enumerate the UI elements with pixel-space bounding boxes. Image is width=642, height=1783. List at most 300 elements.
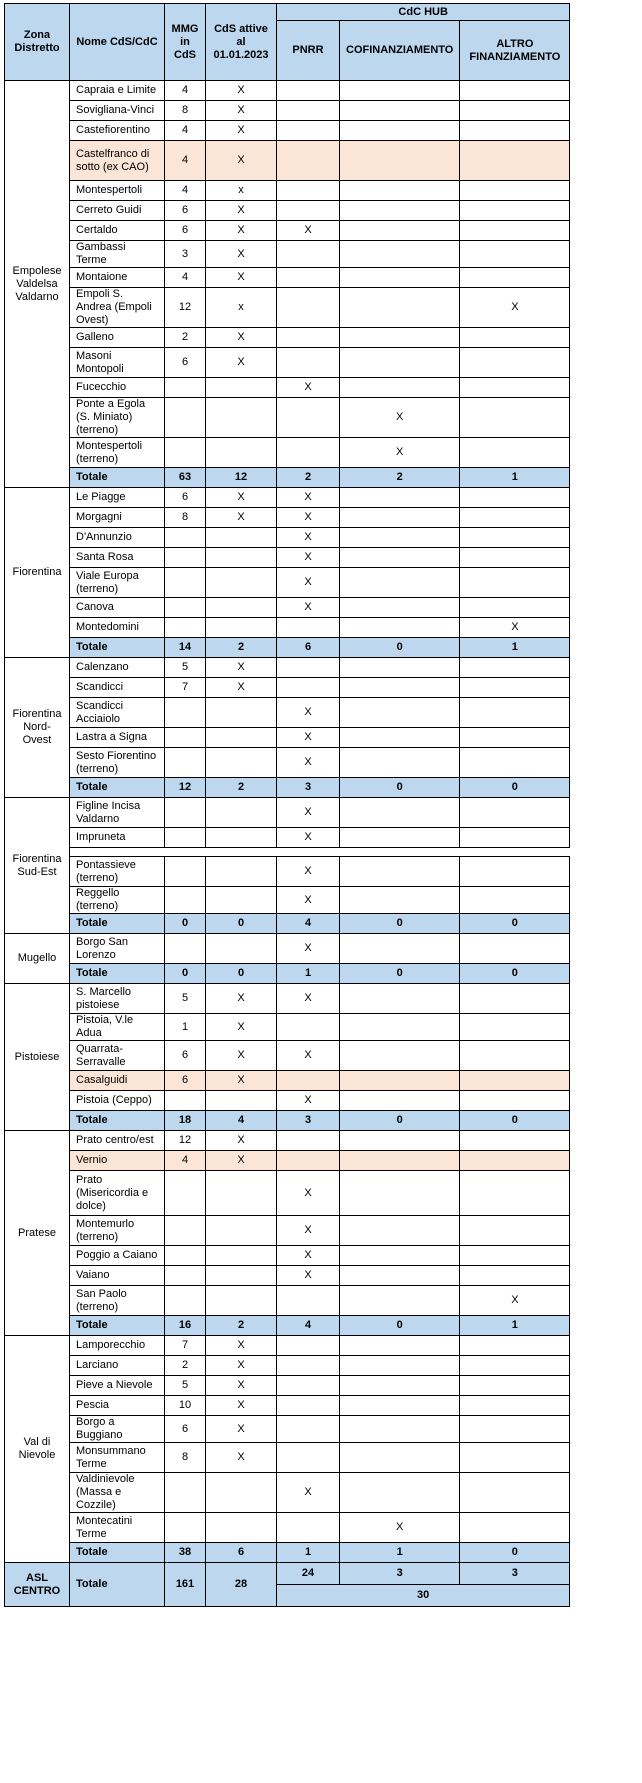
mmg-cell	[165, 934, 206, 964]
name-cell: Sesto Fiorentino (terreno)	[70, 748, 165, 778]
total-mmg: 18	[165, 1111, 206, 1131]
table-row	[5, 1356, 570, 1376]
pnrr-cell	[277, 1376, 340, 1396]
cds-cell: X	[206, 1396, 277, 1416]
name-cell: S. Marcello pistoiese	[70, 984, 165, 1014]
mmg-cell	[165, 698, 206, 728]
pnrr-cell: X	[277, 1473, 340, 1513]
total-mmg: 38	[165, 1543, 206, 1563]
name-cell: Montespertoli	[70, 181, 165, 201]
mmg-cell	[165, 1473, 206, 1513]
total-cofin: 0	[340, 914, 460, 934]
pnrr-cell	[277, 141, 340, 181]
table-row	[5, 221, 570, 241]
pnrr-cell: X	[277, 548, 340, 568]
name-cell: Borgo San Lorenzo	[70, 934, 165, 964]
cds-cell: X	[206, 488, 277, 508]
pnrr-cell	[277, 1336, 340, 1356]
altro-cell	[460, 488, 570, 508]
cofin-cell	[340, 1336, 460, 1356]
total-pnrr: 6	[277, 638, 340, 658]
total-pnrr: 1	[277, 1543, 340, 1563]
name-cell: Morgagni	[70, 508, 165, 528]
name-cell: Scandicci	[70, 678, 165, 698]
name-cell: Pistoia (Ceppo)	[70, 1091, 165, 1111]
cofin-cell	[340, 658, 460, 678]
zone-cell: Val di Nievole	[5, 1336, 70, 1563]
total-altro: 0	[460, 1543, 570, 1563]
name-cell: Le Piagge	[70, 488, 165, 508]
mmg-cell	[165, 828, 206, 848]
pnrr-cell: X	[277, 887, 340, 914]
cds-cell	[206, 798, 277, 828]
pnrr-cell	[277, 618, 340, 638]
cofin-cell	[340, 1286, 460, 1316]
table-row	[5, 488, 570, 508]
zone-cell: Fiorentina Sud-Est	[5, 798, 70, 934]
pnrr-cell: X	[277, 488, 340, 508]
mmg-cell: 6	[165, 488, 206, 508]
pnrr-cell	[277, 81, 340, 101]
mmg-cell: 6	[165, 201, 206, 221]
altro-cell	[460, 1336, 570, 1356]
zone-cell: Pistoiese	[5, 984, 70, 1131]
cofin-cell: X	[340, 1513, 460, 1543]
altro-cell	[460, 528, 570, 548]
total-mmg: 63	[165, 468, 206, 488]
table-row	[5, 857, 570, 887]
altro-cell	[460, 121, 570, 141]
cofin-cell	[340, 488, 460, 508]
pnrr-cell	[277, 1513, 340, 1543]
name-cell: Valdinievole (Massa e Cozzile)	[70, 1473, 165, 1513]
altro-cell	[460, 934, 570, 964]
total-altro: 0	[460, 778, 570, 798]
cofin-cell	[340, 241, 460, 268]
header-pnrr: PNRR	[277, 21, 340, 81]
cds-cell	[206, 598, 277, 618]
pnrr-cell	[277, 348, 340, 378]
total-cds: 4	[206, 1111, 277, 1131]
pnrr-cell: X	[277, 728, 340, 748]
cofin-cell	[340, 1396, 460, 1416]
zone-cell: Empolese Valdelsa Valdarno	[5, 81, 70, 488]
table-body	[5, 81, 570, 1607]
table-row	[5, 1246, 570, 1266]
pnrr-cell: X	[277, 748, 340, 778]
header-cdc-hub: CdC HUB	[277, 4, 570, 21]
altro-cell	[460, 1416, 570, 1443]
name-cell: Larciano	[70, 1356, 165, 1376]
altro-cell	[460, 1091, 570, 1111]
total-row	[5, 914, 570, 934]
mmg-cell: 5	[165, 1376, 206, 1396]
altro-cell	[460, 748, 570, 778]
table-row	[5, 241, 570, 268]
pnrr-cell: X	[277, 508, 340, 528]
table-row	[5, 1443, 570, 1473]
cofin-cell	[340, 618, 460, 638]
table-row	[5, 698, 570, 728]
total-cds: 0	[206, 964, 277, 984]
total-mmg: 12	[165, 778, 206, 798]
zone-cell: Fiorentina Nord-Ovest	[5, 658, 70, 798]
cds-cell	[206, 1286, 277, 1316]
total-mmg: 0	[165, 914, 206, 934]
mmg-cell: 4	[165, 1151, 206, 1171]
name-cell: Montecatini Terme	[70, 1513, 165, 1543]
grand-cofin: 3	[340, 1563, 460, 1585]
cds-cell	[206, 1266, 277, 1286]
mmg-cell	[165, 618, 206, 638]
cofin-cell	[340, 328, 460, 348]
pnrr-cell: X	[277, 1246, 340, 1266]
name-cell: Galleno	[70, 328, 165, 348]
altro-cell	[460, 1246, 570, 1266]
grand-mmg: 161	[165, 1563, 206, 1607]
altro-cell	[460, 1071, 570, 1091]
total-cds: 2	[206, 638, 277, 658]
mmg-cell: 6	[165, 348, 206, 378]
pnrr-cell: X	[277, 221, 340, 241]
name-cell: Sovigliana-Vinci	[70, 101, 165, 121]
mmg-cell	[165, 1216, 206, 1246]
name-cell: Impruneta	[70, 828, 165, 848]
cds-cell	[206, 568, 277, 598]
table-gap	[5, 848, 570, 857]
altro-cell	[460, 1356, 570, 1376]
altro-cell	[460, 101, 570, 121]
pnrr-cell	[277, 328, 340, 348]
pnrr-cell	[277, 181, 340, 201]
name-cell: Fucecchio	[70, 378, 165, 398]
total-altro: 1	[460, 1316, 570, 1336]
cofin-cell	[340, 221, 460, 241]
cofin-cell: X	[340, 398, 460, 438]
table-row	[5, 728, 570, 748]
gap-cell	[460, 848, 570, 857]
pnrr-cell	[277, 1396, 340, 1416]
name-cell: Gambassi Terme	[70, 241, 165, 268]
cds-cell	[206, 857, 277, 887]
name-cell: Montedomini	[70, 618, 165, 638]
cds-cell: X	[206, 678, 277, 698]
pnrr-cell: X	[277, 828, 340, 848]
table-row	[5, 1041, 570, 1071]
cds-cell: X	[206, 121, 277, 141]
total-cofin: 2	[340, 468, 460, 488]
altro-cell	[460, 438, 570, 468]
name-cell: Vernio	[70, 1151, 165, 1171]
name-cell: Montaione	[70, 268, 165, 288]
altro-cell	[460, 678, 570, 698]
pnrr-cell	[277, 678, 340, 698]
cds-cell	[206, 748, 277, 778]
cofin-cell	[340, 348, 460, 378]
table-row	[5, 598, 570, 618]
name-cell: Vaiano	[70, 1266, 165, 1286]
table-row	[5, 1513, 570, 1543]
pnrr-cell: X	[277, 698, 340, 728]
cds-cell: X	[206, 1071, 277, 1091]
mmg-cell: 8	[165, 508, 206, 528]
mmg-cell: 12	[165, 1131, 206, 1151]
table-row	[5, 348, 570, 378]
name-cell: Castefiorentino	[70, 121, 165, 141]
altro-cell	[460, 828, 570, 848]
cds-cell: X	[206, 1376, 277, 1396]
cds-cell	[206, 1171, 277, 1216]
mmg-cell: 12	[165, 288, 206, 328]
pnrr-cell	[277, 1151, 340, 1171]
mmg-cell: 4	[165, 268, 206, 288]
cofin-cell	[340, 288, 460, 328]
altro-cell	[460, 1131, 570, 1151]
pnrr-cell	[277, 398, 340, 438]
name-cell: Montemurlo (terreno)	[70, 1216, 165, 1246]
altro-cell	[460, 201, 570, 221]
mmg-cell: 5	[165, 984, 206, 1014]
table-row	[5, 568, 570, 598]
table-row	[5, 268, 570, 288]
mmg-cell: 5	[165, 658, 206, 678]
altro-cell	[460, 1443, 570, 1473]
cds-cell: x	[206, 288, 277, 328]
pnrr-cell: X	[277, 1171, 340, 1216]
name-cell: D'Annunzio	[70, 528, 165, 548]
total-row	[5, 1111, 570, 1131]
name-cell: Borgo a Buggiano	[70, 1416, 165, 1443]
gap-cell	[340, 848, 460, 857]
cofin-cell	[340, 141, 460, 181]
total-cds: 2	[206, 778, 277, 798]
mmg-cell: 1	[165, 1014, 206, 1041]
mmg-cell: 4	[165, 181, 206, 201]
total-altro: 1	[460, 468, 570, 488]
altro-cell	[460, 378, 570, 398]
cds-cell: X	[206, 1041, 277, 1071]
altro-cell	[460, 1376, 570, 1396]
total-row	[5, 964, 570, 984]
cds-cell: X	[206, 1336, 277, 1356]
gap-cell	[70, 848, 165, 857]
altro-cell	[460, 548, 570, 568]
cofin-cell	[340, 678, 460, 698]
cds-cell: x	[206, 181, 277, 201]
table-row	[5, 1131, 570, 1151]
table-row	[5, 141, 570, 181]
pnrr-cell	[277, 121, 340, 141]
cofin-cell	[340, 1014, 460, 1041]
altro-cell	[460, 1014, 570, 1041]
altro-cell: X	[460, 288, 570, 328]
cofin-cell	[340, 508, 460, 528]
pnrr-cell	[277, 658, 340, 678]
total-label: Totale	[70, 1111, 165, 1131]
altro-cell	[460, 857, 570, 887]
name-cell: Lamporecchio	[70, 1336, 165, 1356]
cds-cell: X	[206, 201, 277, 221]
mmg-cell	[165, 1246, 206, 1266]
cofin-cell	[340, 1091, 460, 1111]
altro-cell	[460, 348, 570, 378]
table-row	[5, 101, 570, 121]
cds-cell: X	[206, 101, 277, 121]
cds-cell: X	[206, 348, 277, 378]
table-row	[5, 81, 570, 101]
total-cofin: 1	[340, 1543, 460, 1563]
table-row	[5, 828, 570, 848]
altro-cell	[460, 1041, 570, 1071]
altro-cell	[460, 328, 570, 348]
mmg-cell	[165, 1513, 206, 1543]
grand-pnrr: 24	[277, 1563, 340, 1585]
mmg-cell: 10	[165, 1396, 206, 1416]
name-cell: Cerreto Guidi	[70, 201, 165, 221]
mmg-cell	[165, 438, 206, 468]
total-mmg: 14	[165, 638, 206, 658]
pnrr-cell	[277, 1286, 340, 1316]
altro-cell	[460, 398, 570, 438]
cds-cell: X	[206, 141, 277, 181]
mmg-cell	[165, 398, 206, 438]
cofin-cell	[340, 1071, 460, 1091]
table-row	[5, 1473, 570, 1513]
total-pnrr: 4	[277, 914, 340, 934]
cds-cell	[206, 934, 277, 964]
table-row	[5, 328, 570, 348]
grand-cds: 28	[206, 1563, 277, 1607]
table-row	[5, 1151, 570, 1171]
table-row	[5, 1216, 570, 1246]
header-cofinanziamento: COFINANZIAMENTO	[340, 21, 460, 81]
cofin-cell	[340, 1171, 460, 1216]
mmg-cell: 3	[165, 241, 206, 268]
name-cell: Certaldo	[70, 221, 165, 241]
table-row	[5, 798, 570, 828]
total-row	[5, 468, 570, 488]
table-row	[5, 288, 570, 328]
table-row	[5, 1071, 570, 1091]
cofin-cell: X	[340, 438, 460, 468]
name-cell: Pescia	[70, 1396, 165, 1416]
table-row	[5, 1266, 570, 1286]
name-cell: Casalguidi	[70, 1071, 165, 1091]
cds-cell	[206, 828, 277, 848]
altro-cell	[460, 1171, 570, 1216]
cofin-cell	[340, 1266, 460, 1286]
total-pnrr: 1	[277, 964, 340, 984]
pnrr-cell	[277, 241, 340, 268]
pnrr-cell	[277, 1416, 340, 1443]
pnrr-cell	[277, 1356, 340, 1376]
cofin-cell	[340, 698, 460, 728]
cofin-cell	[340, 798, 460, 828]
mmg-cell: 2	[165, 1356, 206, 1376]
table-row	[5, 1091, 570, 1111]
grand-label: Totale	[70, 1563, 165, 1607]
cds-cell: X	[206, 1131, 277, 1151]
mmg-cell: 6	[165, 1416, 206, 1443]
pnrr-cell: X	[277, 378, 340, 398]
total-label: Totale	[70, 638, 165, 658]
pnrr-cell: X	[277, 528, 340, 548]
total-cofin: 0	[340, 1111, 460, 1131]
mmg-cell: 8	[165, 101, 206, 121]
table-row	[5, 528, 570, 548]
table-row	[5, 508, 570, 528]
cofin-cell	[340, 1041, 460, 1071]
pnrr-cell: X	[277, 934, 340, 964]
mmg-cell	[165, 378, 206, 398]
total-altro: 1	[460, 638, 570, 658]
pnrr-cell: X	[277, 984, 340, 1014]
pnrr-cell	[277, 1443, 340, 1473]
table-row	[5, 934, 570, 964]
cofin-cell	[340, 268, 460, 288]
total-row	[5, 1316, 570, 1336]
table-row	[5, 181, 570, 201]
cofin-cell	[340, 828, 460, 848]
gap-cell	[165, 848, 206, 857]
cds-cell	[206, 528, 277, 548]
cds-cell	[206, 438, 277, 468]
total-label: Totale	[70, 964, 165, 984]
name-cell: Figline Incisa Valdarno	[70, 798, 165, 828]
cofin-cell	[340, 887, 460, 914]
cofin-cell	[340, 1246, 460, 1266]
cofin-cell	[340, 1443, 460, 1473]
cds-cell	[206, 728, 277, 748]
cds-cell	[206, 618, 277, 638]
mmg-cell	[165, 1091, 206, 1111]
cds-cell	[206, 1513, 277, 1543]
header-zona: Zona Distretto	[5, 4, 70, 81]
altro-cell	[460, 887, 570, 914]
zone-cell: Fiorentina	[5, 488, 70, 658]
mmg-cell	[165, 857, 206, 887]
zone-cell: Mugello	[5, 934, 70, 984]
cds-cell	[206, 887, 277, 914]
mmg-cell: 4	[165, 121, 206, 141]
cofin-cell	[340, 101, 460, 121]
mmg-cell: 4	[165, 81, 206, 101]
name-cell: Prato centro/est	[70, 1131, 165, 1151]
name-cell: Empoli S. Andrea (Empoli Ovest)	[70, 288, 165, 328]
zone-cell: Pratese	[5, 1131, 70, 1336]
cofin-cell	[340, 934, 460, 964]
pnrr-cell: X	[277, 798, 340, 828]
total-pnrr: 4	[277, 1316, 340, 1336]
grand-hub-total: 30	[277, 1585, 570, 1607]
mmg-cell: 7	[165, 1336, 206, 1356]
name-cell: Pontassieve (terreno)	[70, 857, 165, 887]
total-cofin: 0	[340, 638, 460, 658]
mmg-cell	[165, 728, 206, 748]
cofin-cell	[340, 201, 460, 221]
cds-cell: X	[206, 984, 277, 1014]
altro-cell: X	[460, 618, 570, 638]
name-cell: Reggello (terreno)	[70, 887, 165, 914]
table-row	[5, 658, 570, 678]
cds-cell: X	[206, 81, 277, 101]
table-row	[5, 1376, 570, 1396]
pnrr-cell	[277, 1014, 340, 1041]
total-row	[5, 638, 570, 658]
mmg-cell: 7	[165, 678, 206, 698]
cds-cell	[206, 1091, 277, 1111]
cofin-cell	[340, 1216, 460, 1246]
